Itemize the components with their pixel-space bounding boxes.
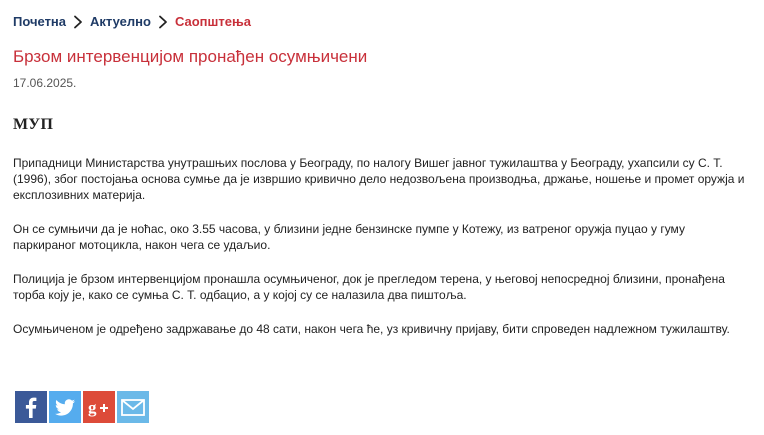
email-share-button[interactable] [117,391,149,423]
breadcrumb [13,14,251,29]
svg-text:g: g [88,398,97,417]
article-paragraph: Полиција је брзом интервенцијом пронашла осумњиченог, док је прегледом терена, у његовој непосредној близини, пронађена торба коју је, како се сумња С. Т. одбацио, а у којој су се налазила два пиштоља. [13,272,725,302]
share-buttons [15,391,149,423]
article-title: Брзом интервенцијом пронађен осумњичени [13,47,368,66]
article-body [13,155,749,355]
breadcrumb-news-link[interactable]: Актуелно [90,14,151,29]
chevron-right-icon [156,15,170,29]
article-paragraph: Он се сумњичи да је ноћас, око 3.55 часова, у близини једне бензинске пумпе у Котежу, из ватреног оружја пуцао у гуму паркираног мотоцикла, након чега се удаљио. [13,222,685,252]
article-paragraph: Осумњиченом је одређено задржавање до 48 сати, након чега ће, уз кривичну пријаву, бити спроведен надлежном тужилаштву. [13,322,730,336]
breadcrumb-home-link[interactable]: Почетна [13,14,67,29]
twitter-share-button[interactable] [49,391,81,423]
chevron-right-icon [71,15,85,29]
article-source: МУП [13,116,54,133]
facebook-icon [15,391,47,423]
google-plus-icon [83,391,115,423]
twitter-icon [49,391,81,423]
breadcrumb-current: Саопштења [174,14,251,29]
article-date: 17.06.2025. [13,76,77,90]
facebook-share-button[interactable] [15,391,47,423]
email-icon [117,391,149,423]
google-plus-share-button[interactable] [83,391,115,423]
article-paragraph: Припадници Министарства унутрашњих послова у Београду, по налогу Вишег јавног тужилаштва у Београду, ухапсили су С. Т. (1996), због постојања основа сумње да је извршио кривично дело недозвољена производња, држање, ношење и промет оружја и експлозивних материја. [13,156,745,202]
